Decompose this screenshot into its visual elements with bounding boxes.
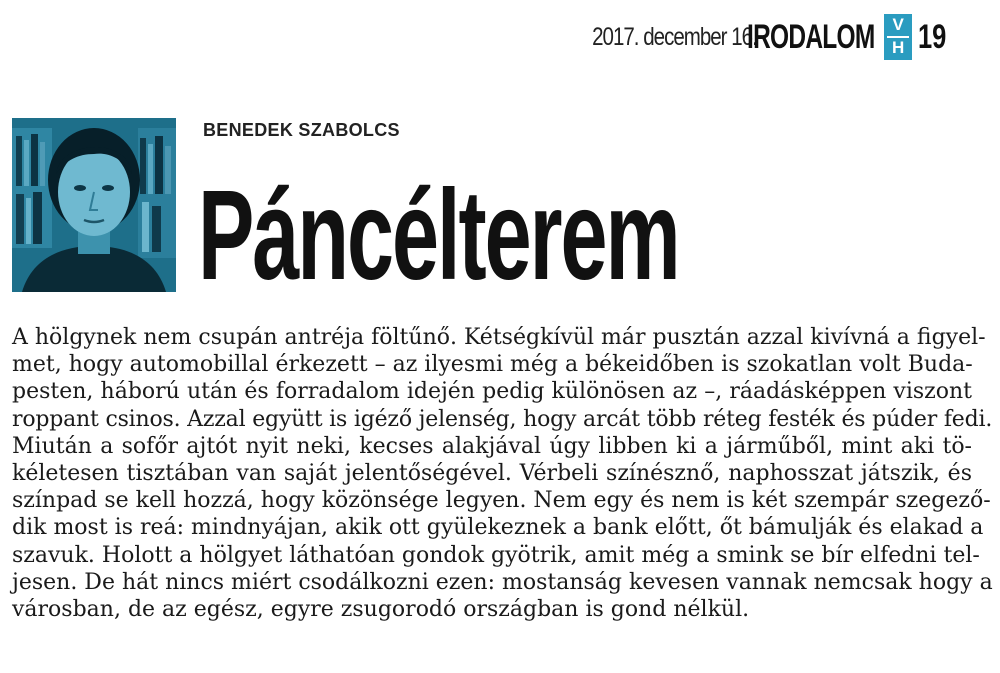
logo-letter-bottom: H	[892, 38, 905, 57]
logo-letter-top: V	[892, 15, 904, 34]
body-line: met, hogy automobillal érkezett – az ilyesmi még a békeidőben is szokatlan volt Buda-	[12, 352, 973, 378]
page-header	[556, 14, 956, 60]
body-line: Miután a sofőr ajtót nyit neki, kecses alakjával úgy libben ki a járműből, mint aki tö-	[12, 433, 972, 459]
body-line: pesten, háború után és forradalom idején pedig különösen az –, ráadásképpen viszont	[12, 379, 972, 405]
body-line: dik most is reá: mindnyájan, akik ott gyülekeznek a bank előtt, őt bámulják és elakad a	[12, 515, 984, 541]
body-line: városban, de az egész, egyre zsugorodó országban is gond nélkül.	[12, 596, 750, 622]
section-name: IRODALOM	[747, 17, 875, 56]
body-line: A hölgynek nem csupán antréja föltűnő. Kétségkívül már pusztán azzal kivívná a figyel-	[12, 325, 986, 350]
vh-logo	[884, 14, 912, 60]
page-number: 19	[918, 17, 947, 56]
author-portrait	[12, 118, 176, 292]
portrait-illustration	[12, 118, 176, 292]
body-line: kéletesen tisztában van saját jelentőségével. Vérbeli színésznő, naphosszat játszik, és	[12, 460, 972, 486]
article-title: Páncélterem	[198, 164, 679, 307]
author-name: BENEDEK SZABOLCS	[203, 120, 400, 140]
body-line: szavuk. Holott a hölgyet láthatóan gondok gyötrik, amit még a smink se bír elfedni tel-	[12, 542, 980, 568]
body-line: színpad se kell hozzá, hogy közönsége legyen. Nem egy és nem is két szempár szegező-	[12, 488, 991, 514]
body-line: roppant csinos. Azzal együtt is igéző jelenség, hogy arcát több réteg festék és púder fedi.	[12, 406, 993, 432]
article-body	[12, 324, 993, 623]
body-line: jesen. De hát nincs miért csodálkozni ezen: mostanság kevesen vannak nemcsak hogy a	[12, 569, 993, 595]
issue-date: 2017. december 16.	[592, 22, 758, 51]
